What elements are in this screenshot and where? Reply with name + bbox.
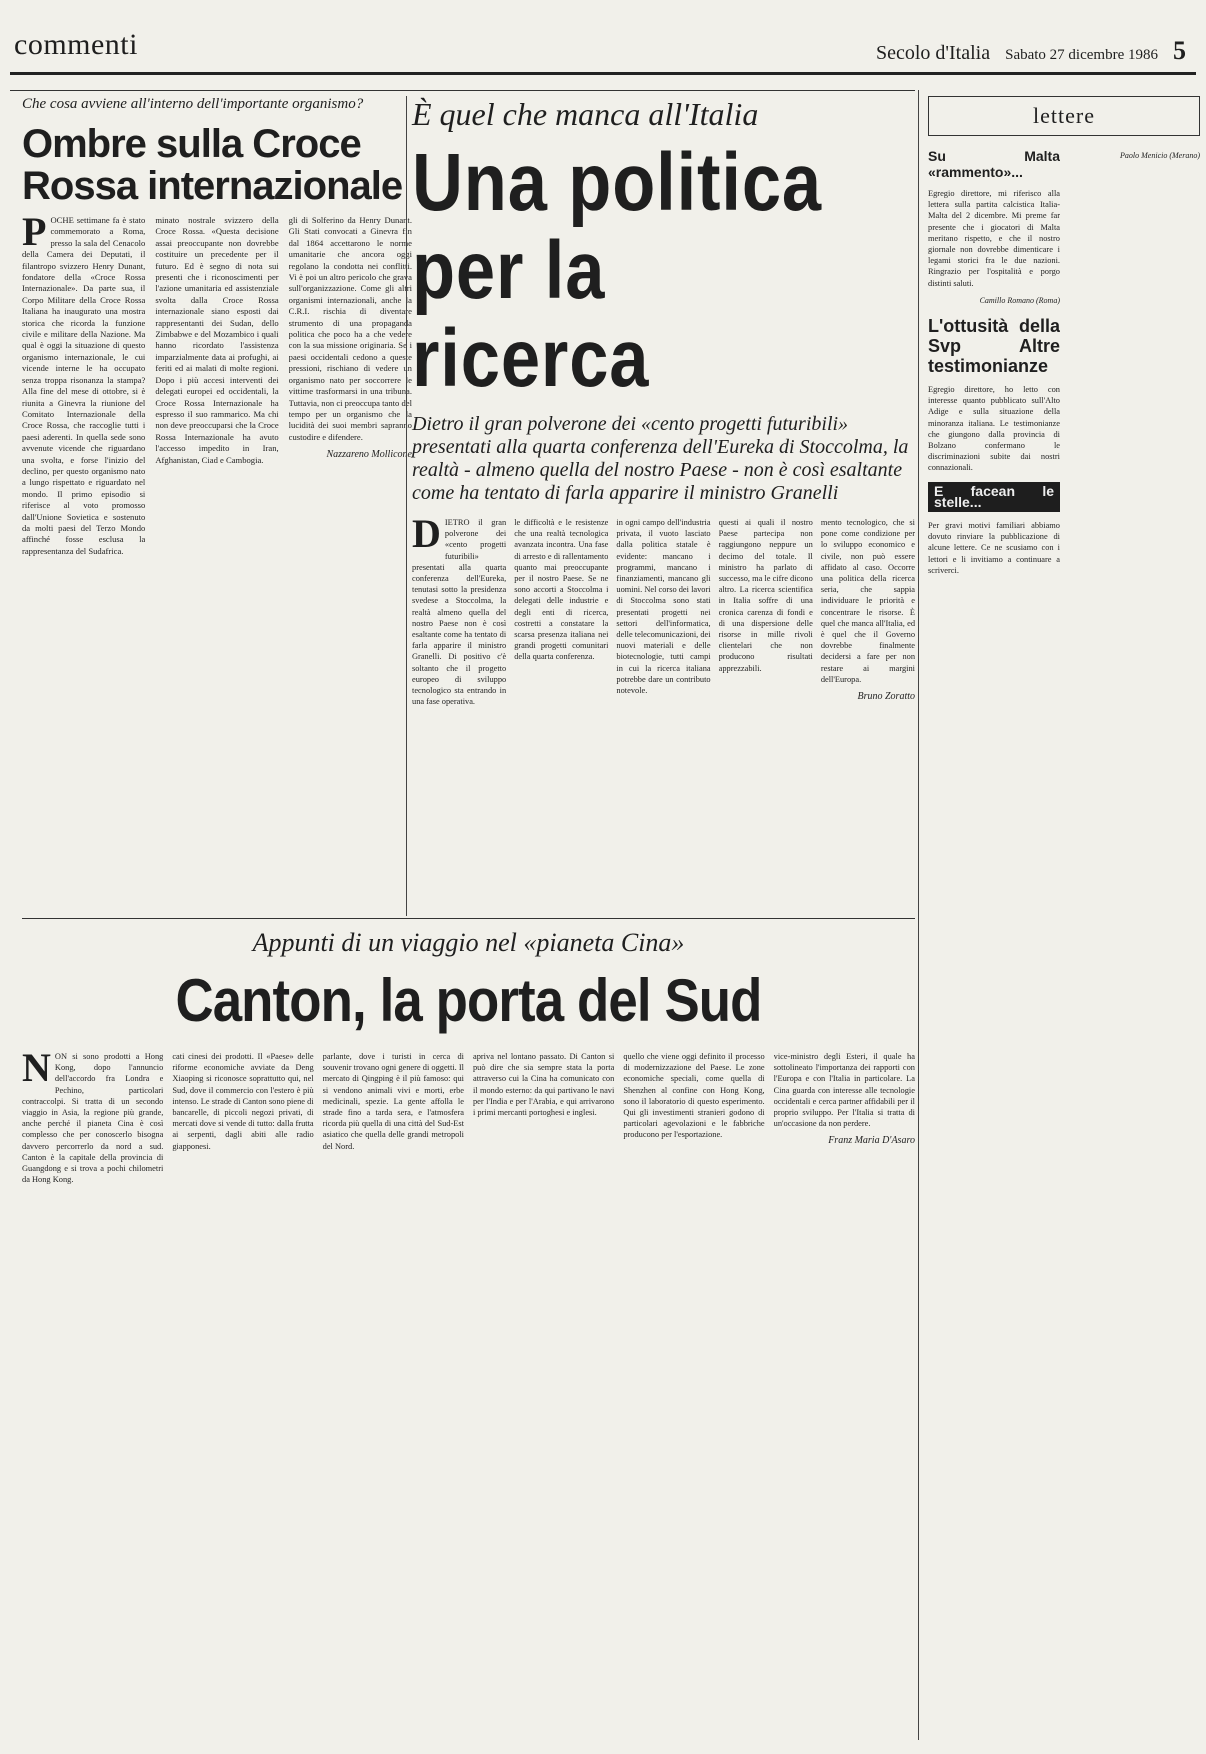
- body-column: parlante, dove i turisti in cerca di souvenir trovano ogni genere di oggetti. Il mercato di Qingping è il più famoso: qui si vendono animali vivi e morti, erbe medicinali, spezie. La gente affolla le strade fino a tarda sera, e l'atmosfera ricorda più quella di una città del Sud-Est asiatico che quella delle grandi metropoli del Nord.: [322, 1052, 464, 1151]
- article-body: [22, 215, 412, 915]
- body-column: quello che viene oggi definito il processo di modernizzazione del Paese. Le zone economiche speciali, come quella di Shenzhen al confine con Hong Kong, sono il laboratorio di questo esperimento. Qui gli investimenti stranieri godono di particolari agevolazioni e le fabbriche producono per l'esportazione.: [623, 1052, 765, 1140]
- byline: Franz Maria D'Asaro: [828, 1135, 915, 1147]
- letters-sidebar: [928, 96, 1200, 576]
- body-column: cati cinesi dei prodotti. Il «Paese» delle riforme economiche avviate da Deng Xiaoping si riconosce soprattutto qui, nel Sud, dove il commercio con l'estero è più intenso. Le strade di Canton sono piene di bancarelle, di piccoli negozi privati, di mercati dove si vende di tutto: dalla frutta ai serpenti, dagli abiti alle radio giapponesi.: [172, 1052, 314, 1151]
- header-rule: [10, 72, 1196, 75]
- article-body: [22, 1051, 915, 1751]
- section-title: commenti: [14, 28, 138, 61]
- subheader-rule: [10, 90, 915, 91]
- article-headline: Una politica per la ricerca: [412, 137, 822, 404]
- article-deck: Dietro il gran polverone dei «cento progetti futuribili» presentati alla quarta conferenza dell'Eureka di Stoccolma, la realtà - almeno quella del nostro Paese - non è così esaltante come ha tentato di farla apparire il ministro Granelli: [412, 413, 909, 504]
- article-headline: Ombre sulla Croce Rossa internazionale: [22, 122, 403, 208]
- letter-title: L'ottusità della Svp Altre testimonianze: [928, 316, 1060, 377]
- drop-cap: N: [22, 1051, 51, 1090]
- letter-title: Su Malta «rammento»...: [928, 148, 1060, 180]
- body-column: minato nostrale svizzero della Croce Rossa. «Questa decisione assai preoccupante non dovrebbe costituire un precedente per il futuro. Ed è segno di nota sui presenti che i riconoscimenti per l'azione umanitaria ed assistenziale svolta dalla Croce Rossa internazionale siano esposti dai rappresentanti dei Sudan, dello Zimbabwe e del Mozambico i quali hanno ricordato l'assistenza imparzialmente data ai profughi, ai feriti ed ai malati di molte regioni. Dopo i più accesi interventi dei delegati europei ed occidentali, la Croce Rossa Internazionale ha espresso il suo rammarico. Ma chi non deve preoccuparsi che la Croce Rossa Internazionale ha avuto l'accesso impedito in Iran, Afghanistan, Ciad e Cambogia.: [155, 215, 279, 465]
- byline: Nazzareno Mollicone: [326, 449, 412, 461]
- letters-body: [928, 144, 1200, 576]
- body-column: in ogni campo dell'industria privata, il vuoto lasciato dalla politica statale è evidente: mancano i programmi, mancano i finanziamenti, mancano gli uomini. Nel corso dei lavori di Stoccolma sono stati presentati progetti nei settori dell'informatica, delle telecomunicazioni, dei nuovi materiali e delle biotecnologie, tutti campi in cui la ricerca italiana potrebbe dare un contributo notevole.: [616, 518, 711, 696]
- drop-cap: D: [412, 517, 441, 556]
- article-kicker: Appunti di un viaggio nel «pianeta Cina»: [252, 928, 685, 957]
- masthead-info: [876, 36, 1186, 66]
- byline: Bruno Zoratto: [857, 691, 916, 703]
- section-rule: [22, 918, 915, 919]
- issue-date: Sabato 27 dicembre 1986: [1005, 47, 1158, 63]
- article-headline: Canton, la porta del Sud: [175, 967, 762, 1034]
- article-kicker: È quel che manca all'Italia: [412, 96, 759, 132]
- column-divider: [406, 96, 407, 916]
- article-canton: [22, 928, 915, 1751]
- body-column: questi ai quali il nostro Paese partecipa non raggiungono neppure un decimo del totale. Il ministro ha parlato di successo, ma le cifre dicono altro. La ricerca scientifica in Italia soffre di una cronica carenza di fondi e di una dispersione delle risorse in mille rivoli clientelari che non producono risultati apprezzabili.: [718, 518, 813, 673]
- article-kicker: Che cosa avviene all'interno dell'importante organismo?: [22, 96, 364, 112]
- letters-column: [1068, 144, 1200, 576]
- page-number: 5: [1173, 36, 1186, 65]
- drop-cap: P: [22, 215, 47, 254]
- body-column: mento tecnologico, che si pone come condizione per lo sviluppo economico e civile, non può essere affidato al caso. Occorre una politica della ricerca seria, che sappia individuare le priorità e concentrare le risorse. È quel che manca all'Italia, ed è quel che il Governo dovrebbe finalmente decidersi a fare per non restare ai margini dell'Europa. Bruno Zoratto: [820, 518, 916, 703]
- body-column: vice-ministro degli Esteri, il quale ha sottolineato l'importanza dei rapporti con l'Europa e con l'Italia in particolare. La Cina guarda con interesse alle tecnologie occidentali e cerca partner affidabili per il proprio sviluppo. Per l'Italia si tratta di un'occasione da non perdere. Franz Maria D'Asaro: [773, 1052, 915, 1147]
- column-divider: [918, 90, 919, 1740]
- paper-name: Secolo d'Italia: [875, 42, 991, 64]
- article-ricerca: [412, 96, 915, 977]
- article-croce-rossa: [22, 96, 412, 896]
- letters-column: [928, 144, 1060, 576]
- letter-signature: Camillo Romano (Roma): [979, 295, 1060, 305]
- letter-text: Egregio direttore, mi riferisco alla lettera sulla partita calcistica Italia-Malta del 2 dicembre. Mi preme far presente che i giocatori di Malta meritano rispetto, e che il nostro giornale non dovrebbe dimenticare i legami storici fra le due nazioni. Ringrazio per l'ospitalità e porgo distinti saluti.: [928, 189, 1060, 288]
- body-column: gli di Solferino da Henry Dunant. Gli Stati convocati a Ginevra fin dal 1864 accettarono le norme umanitarie che ancora oggi regolano la condotta nei conflitti. Vi è poi un altro pericolo che grava sull'organizzazione. Come gli altri organismi internazionali, anche la C.R.I. rischia di diventare strumento di una propaganda politica che poco ha a che vedere con la sua missione originaria. Se i paesi occidentali cedono a queste pressioni, rischiano di vedere un organismo nato per soccorrere le vittime trasformarsi in una tribuna. Tuttavia, non ci preoccupa tanto del tempo per un organismo che la lucidità dei suoi membri sapranno custodire e difendere. Nazzareno Mollicone: [288, 215, 412, 461]
- letters-heading: lettere: [928, 96, 1200, 136]
- body-column: le difficoltà e le resistenze che una realtà tecnologica avanzata incontra. Una fase di arresto e di rallentamento quanto mai preoccupante per il nostro Paese. Se ne sono accorti a Stoccolma i delegati delle industrie e degli enti di ricerca, costretti a constatare la scarsa presenza italiana nei grandi progetti comunitari della quarta conferenza.: [514, 518, 609, 662]
- box-text: Per gravi motivi familiari abbiamo dovuto rinviare la pubblicazione di alcune lettere. Ce ne scusiamo con i lettori e li invitiamo a continuare a scriverci.: [928, 521, 1060, 575]
- letter-signature: Paolo Menicio (Merano): [1120, 151, 1200, 160]
- body-column: NON si sono prodotti a Hong Kong, dopo l'annuncio dell'accordo fra Londra e Pechino, particolari contraccolpi. Si tratta di un secondo viaggio in Asia, la regione più grande, anche perché il pianeta Cina è così complesso che per conoscerlo bisogna davvero percorrerlo da nord a sud. Canton è la capitale della provincia di Guangdong e si trova a pochi chilometri da Hong Kong.: [22, 1051, 164, 1185]
- body-column: apriva nel lontano passato. Di Canton si può dire che sia sempre stata la porta attraverso cui la Cina ha comunicato con il mondo esterno: da qui partivano le navi per l'India e per l'Arabia, e qui arrivarono i primi mercanti portoghesi e inglesi.: [472, 1052, 615, 1118]
- box-heading: E facean le stelle...: [928, 482, 1060, 512]
- body-column: POCHE settimane fa è stato commemorato a Roma, presso la sala del Cenacolo della Camera dei Deputati, il filantropo svizzero Henry Dunant, fondatore della «Croce Rossa Internazionale». Da parte sua, il Corpo Militare della Croce Rossa Italiana ha inaugurato una mostra storica che ricorda la funzione civile e militare della Nazione. Ma qual è oggi la situazione di questo organismo internazionale, le cui vicende interne le ha occupato senza troppa risonanza la stampa? Alla fine del mese di ottobre, si è riunita a Ginevra la riunione del Comitato Internazionale della Croce Rossa, che raccoglie tutti i paesi aderenti. In quella sede sono avvenute vicende che riguardano una svolta, e forse l'inizio del declino, per questo organismo nato a lungo rispettato e riguardato nel mondo. Il primo episodio si riferisce al voto promosso dall'Unione Sovietica e sostenuto da molti paesi del Terzo Mondo affinché fosse esclusa la rappresentanza del Sudafrica.: [22, 215, 146, 556]
- letter-text: Egregio direttore, ho letto con interesse quanto pubblicato sull'Alto Adige e sulla situazione della minoranza italiana. Le testimonianze che giungono dalla provincia di Bolzano confermano le discriminazioni subite dai nostri connazionali.: [928, 385, 1060, 473]
- article-body: [412, 517, 915, 977]
- body-column: DIETRO il gran polverone dei «cento progetti futuribili» presentati alla quarta conferenza dell'Eureka, tenutasi sotto la presidenza svedese a Stoccolma, la realtà almeno quella del nostro Paese non è così esaltante come ha tentato di farla apparire il ministro Granelli. Di positivo c'è soltanto che il progetto europeo di sviluppo tecnologico sta entrando in una fase operativa.: [412, 517, 507, 707]
